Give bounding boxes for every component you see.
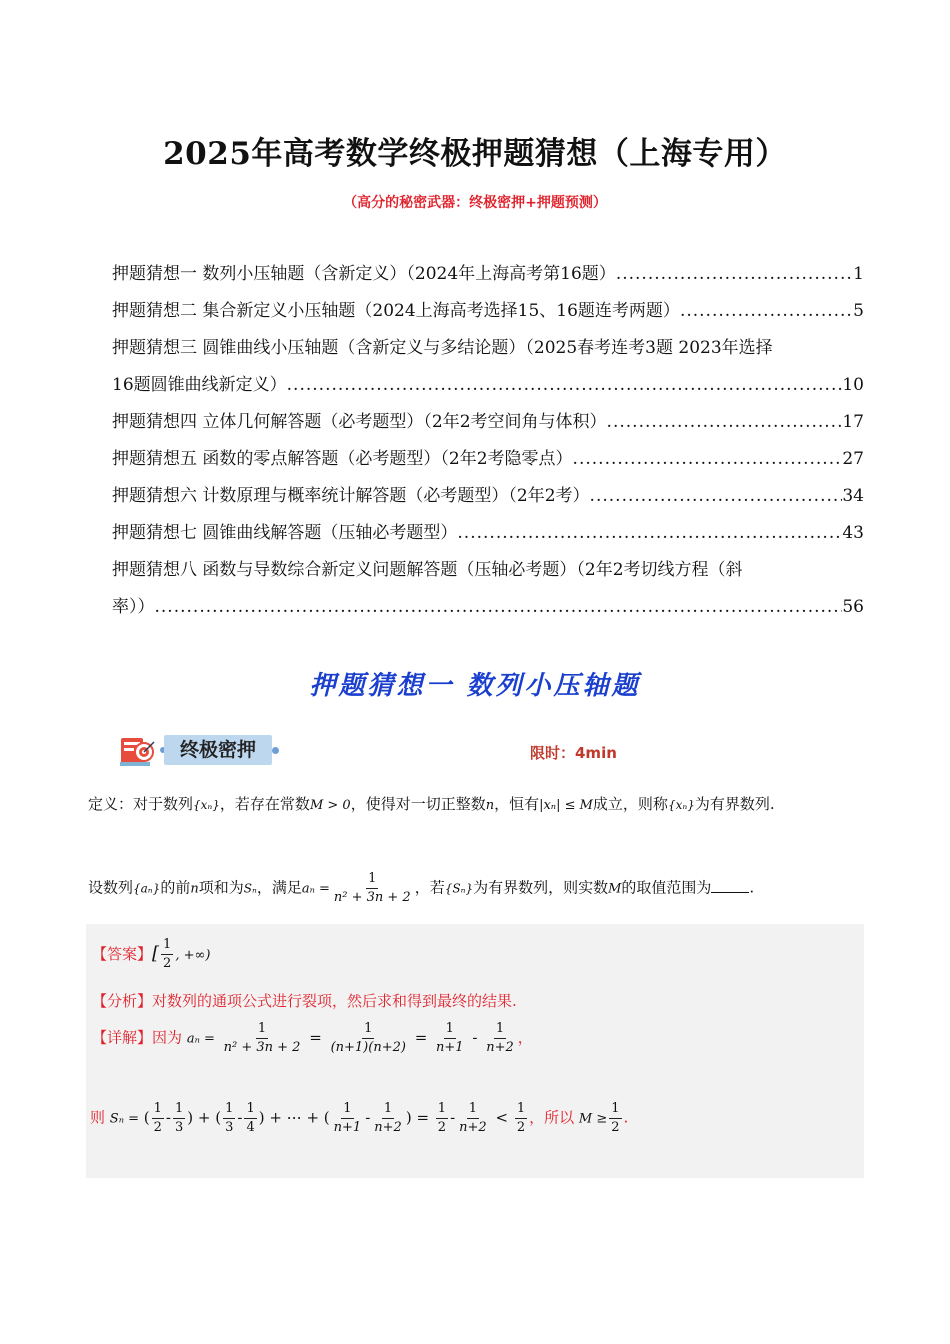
toc-entry-8-line2[interactable]: 率）） ..... 56 (112, 589, 864, 626)
question-body: 设数列{aₙ}的前n项和为Sₙ，满足aₙ = $\frac{1}{\text{n² + 3n + 2}}$ ，若{Sₙ}为有界数列，则实数M的取值范围为 . (88, 871, 755, 905)
detail-line: 【详解】因为 aₙ = $\frac{1}{\text{n² + 3n + 2}}$ = $\frac{1}{(n+1)(n+2)}$ = $\frac{1}{n+1}$ - $\frac{1}{n+2}$ ， (92, 1021, 533, 1055)
answer-line: 【答案】[ $\frac{1}{2}$ , +∞) (92, 937, 211, 971)
badge (120, 731, 280, 769)
section-title: 押题猜想一 数列小压轴题 (309, 671, 641, 701)
answer-blank[interactable] (711, 878, 749, 893)
toc-entry-5[interactable]: 押题猜想五 函数的零点解答题（必考题型）（2年2考隐零点） ..... 27 (112, 441, 864, 478)
document-title: 2025年高考数学终极押题猜想（上海专用） (163, 136, 787, 172)
toc-entry-7[interactable]: 押题猜想七 圆锥曲线解答题（压轴必考题型） ..... 43 (112, 515, 864, 552)
seq-x: {xₙ} (193, 798, 220, 812)
toc-entry-3-line1[interactable]: 押题猜想三 圆锥曲线小压轴题（含新定义与多结论题）（2025春考连考3题 2023年选择 (112, 338, 773, 358)
toc-entry-1[interactable]: 押题猜想一 数列小压轴题（含新定义）（2024年上海高考第16题） ..... 1 (112, 256, 864, 293)
an-fraction: $\frac{1}{\text{n² + 3n + 2}}$ (333, 871, 411, 905)
table-of-contents (112, 256, 864, 626)
toc-entry-2[interactable]: 押题猜想二 集合新定义小压轴题（2024上海高考选择15、16题连考两题） ..... 5 (112, 293, 864, 330)
question-definition: 定义：对于数列{xₙ}，若存在常数M > 0，使得对一切正整数n，恒有|xₙ| ≤ M成立，则称{xₙ}为有界数列. (88, 795, 775, 813)
badge-dot-right (272, 747, 279, 754)
badge-label: 终极密押 (164, 735, 272, 765)
document-subtitle: （高分的秘密武器：终极密押+押题预测） (343, 195, 607, 211)
analysis-line: 【分析】对数列的通项公式进行裂项，然后求和得到最终的结果. (92, 992, 517, 1010)
answer-box (86, 924, 864, 1178)
sum-line: 则 Sₙ = ( $\frac{1}{2}$ - $\frac{1}{3}$ ) + ( $\frac{1}{3}$ - $\frac{1}{4}$ ) + ⋯ + ( $\frac{1}{n+1}$ - $\frac{1}{n+2}$ ) = $\frac{1}{2}$ - $\frac{1}{n+2}$ < $\frac{1}{2}$ ，所以 M ≥ $\frac{1}{2}$ . (90, 1101, 629, 1135)
toc-entry-3-line2[interactable]: 16题圆锥曲线新定义） ..... 10 (112, 367, 864, 404)
bound-inequality: |xₙ| ≤ M (539, 798, 593, 813)
time-limit: 限时：4min (530, 744, 617, 762)
cond-m: M > 0 (309, 798, 351, 813)
toc-entry-4[interactable]: 押题猜想四 立体几何解答题（必考题型）（2年2考空间角与体积） ..... 17 (112, 404, 864, 441)
toc-entry-6[interactable]: 押题猜想六 计数原理与概率统计解答题（必考题型）（2年2考） ..... 34 (112, 478, 864, 515)
toc-entry-8-line1[interactable]: 押题猜想八 函数与导数综合新定义问题解答题（压轴必考题）（2年2考切线方程（斜 (112, 560, 743, 580)
target-icon (120, 735, 156, 767)
